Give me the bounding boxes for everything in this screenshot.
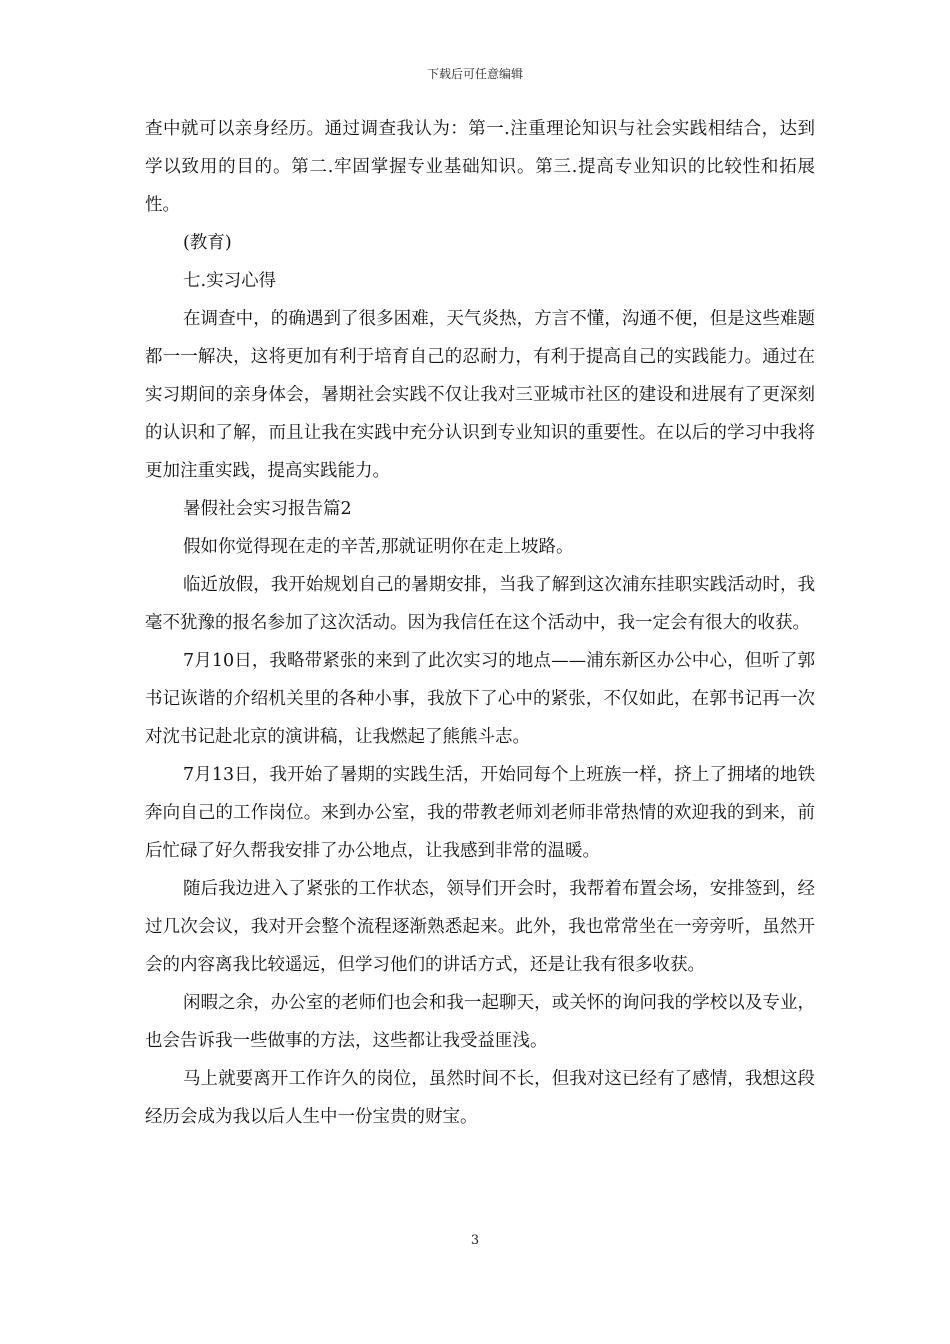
paragraph: 闲暇之余，办公室的老师们也会和我一起聊天，或关怀的询问我的学校以及专业，也会告诉我一些做事的方法，这些都让我受益匪浅。: [145, 993, 815, 1051]
paragraph: 随后我边进入了紧张的工作状态，领导们开会时，我帮着布置会场，安排签到，经过几次会议，我对开会整个流程逐渐熟悉起来。此外，我也常常坐在一旁旁听，虽然开会的内容离我比较遥远，但学习他们的讲话方式，还是让我有很多收获。: [145, 879, 815, 975]
paragraph: (教育): [183, 233, 232, 253]
section-heading: 暑假社会实习报告篇2: [183, 499, 352, 519]
document-body: [145, 110, 815, 1136]
paragraph: 查中就可以亲身经历。通过调查我认为：第一.注重理论知识与社会实践相结合，达到学以致用的目的。第二.牢固掌握专业基础知识。第三.提高专业知识的比较性和拓展性。: [145, 119, 815, 215]
paragraph: 7月13日，我开始了暑期的实践生活，开始同每个上班族一样，挤上了拥堵的地铁奔向自己的工作岗位。来到办公室，我的带教老师刘老师非常热情的欢迎我的到来，前后忙碌了好久帮我安排了办公地点，让我感到非常的温暖。: [145, 765, 815, 861]
paragraph: 在调查中，的确遇到了很多困难，天气炎热，方言不懂，沟通不便，但是这些难题都一一解决，这将更加有利于培育自己的忍耐力，有利于提高自己的实践能力。通过在实习期间的亲身体会，暑期社会实践不仅让我对三亚城市社区的建设和进展有了更深刻的认识和了解，而且让我在实践中充分认识到专业知识的重要性。在以后的学习中我将更加注重实践，提高实践能力。: [145, 309, 815, 481]
paragraph: 假如你觉得现在走的辛苦,那就证明你在走上坡路。: [183, 537, 574, 557]
section-heading: 七.实习心得: [183, 271, 277, 291]
paragraph: 马上就要离开工作许久的岗位，虽然时间不长，但我对这已经有了感情，我想这段经历会成为我以后人生中一份宝贵的财宝。: [145, 1069, 815, 1127]
page-number: 3: [470, 1233, 480, 1248]
paragraph: 临近放假，我开始规划自己的暑期安排，当我了解到这次浦东挂职实践活动时，我毫不犹豫的报名参加了这次活动。因为我信任在这个活动中，我一定会有很大的收获。: [145, 575, 815, 633]
page-header: 下载后可任意编辑: [426, 67, 523, 81]
paragraph: 7月10日，我略带紧张的来到了此次实习的地点——浦东新区办公中心，但听了郭书记诙谐的介绍机关里的各种小事，我放下了心中的紧张，不仅如此，在郭书记再一次对沈书记赴北京的演讲稿，让我燃起了熊熊斗志。: [145, 651, 815, 747]
